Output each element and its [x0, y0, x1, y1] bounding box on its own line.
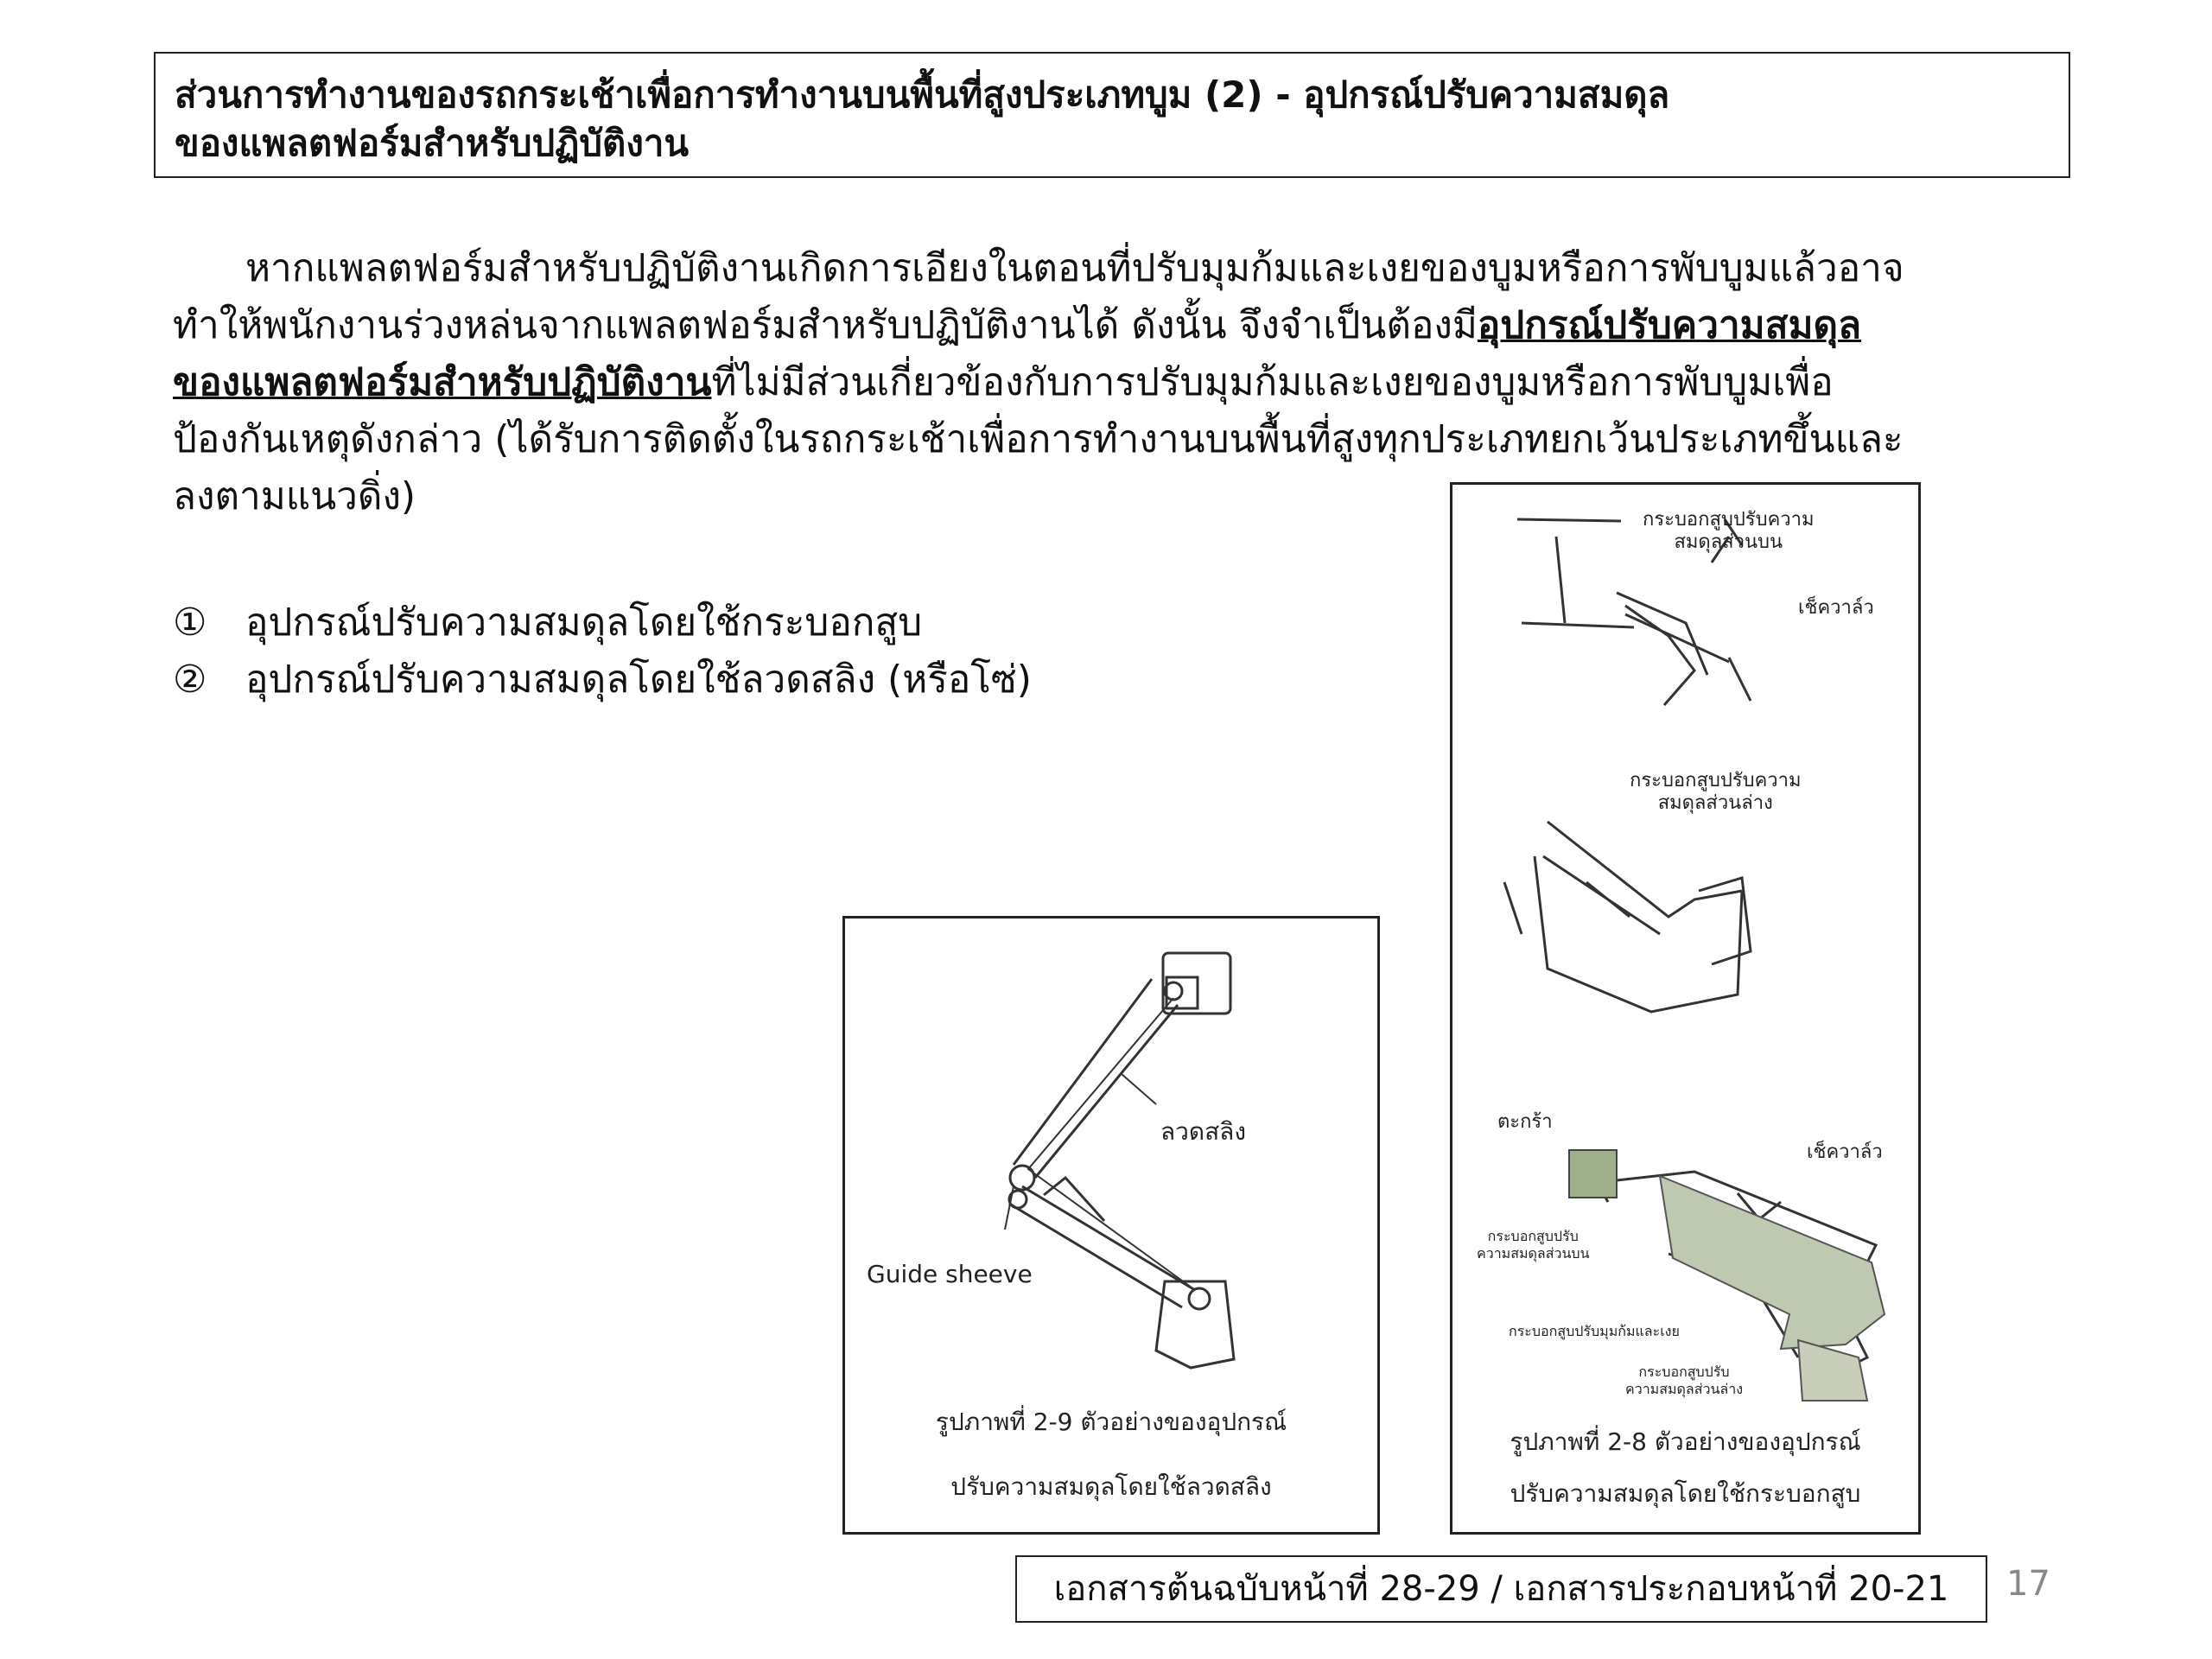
source-reference: เอกสารต้นฉบับหน้าที่ 28-29 / เอกสารประกอบหน้าที่ 20-21 [1015, 1555, 1987, 1623]
label-line: ความสมดุลส่วนบน [1477, 1245, 1590, 1262]
label-line: สมดุลส่วนล่าง [1657, 792, 1773, 814]
label-line: กระบอกสูบปรับความ [1643, 509, 1815, 531]
list-item [173, 594, 1032, 652]
label-lower-balancing-cylinder [1630, 770, 1802, 815]
paragraph-line-1: หากแพลตฟอร์มสำหรับปฏิบัติงานเกิดการเอียงในตอนที่ปรับมุมก้มและเงยของบูมหรือการพับบูมแล้วอาจ [245, 246, 1904, 290]
list-item-text: อุปกรณ์ปรับความสมดุลโดยใช้กระบอกสูบ [245, 601, 923, 645]
label-basket: ตะกร้า [1497, 1111, 1553, 1133]
circled-number: ① [173, 601, 207, 645]
figure-caption-2-8-line-2: ปรับความสมดุลโดยใช้กระบอกสูบ [1510, 1479, 1861, 1508]
label-wire-rope: ลวดสลิง [1160, 1117, 1246, 1146]
label-line: กระบอกสูบปรับ [1487, 1228, 1579, 1244]
paragraph-line-2 [173, 297, 2039, 354]
label-guide-sheeve: Guide sheeve [867, 1260, 1033, 1288]
figure-caption-2-9-line-2: ปรับความสมดุลโดยใช้ลวดสลิง [950, 1472, 1272, 1501]
label-line: กระบอกสูบปรับ [1638, 1363, 1730, 1380]
list-item-text: อุปกรณ์ปรับความสมดุลโดยใช้ลวดสลิง (หรือโซ่) [245, 658, 1032, 702]
title-line-2: ของแพลตฟอร์มสำหรับปฏิบัติงาน [175, 122, 690, 164]
paragraph-line-3-text: ที่ไม่มีส่วนเกี่ยวข้องกับการปรับมุมก้มและเงยของบูมหรือการพับบูมเพื่อ [711, 360, 1834, 404]
page-number: 17 [2006, 1564, 2050, 1604]
paragraph-line-4: ป้องกันเหตุดังกล่าว (ได้รับการติดตั้งในรถกระเช้าเพื่อการทำงานบนพื้นที่สูงทุกประเภทยกเว้นประเภทขึ้นและ [173, 417, 1904, 461]
figure-cylinder-balancing [1450, 482, 1921, 1535]
device-type-list [173, 594, 1032, 709]
paragraph-line-2-text: ทำให้พนักงานร่วงหล่นจากแพลตฟอร์มสำหรับปฏิบัติงานได้ ดังนั้น จึงจำเป็นต้องมี [173, 303, 1478, 347]
label-check-valve-bottom: เช็ควาล์ว [1807, 1141, 1883, 1163]
label-tilt-cylinder-small: กระบอกสูบปรับมุมก้มและเงย [1509, 1323, 1680, 1339]
label-upper-balancing-cylinder-small [1477, 1228, 1590, 1262]
figure-wire-rope-balancing [842, 916, 1380, 1535]
list-item [173, 652, 1032, 709]
emphasis-work-platform: ของแพลตฟอร์มสำหรับปฏิบัติงาน [173, 360, 712, 404]
slide-title [154, 52, 2070, 178]
paragraph-line-3 [173, 354, 2039, 411]
label-line: สมดุลส่วนบน [1674, 531, 1783, 553]
title-line-1: ส่วนการทำงานของรถกระเช้าเพื่อการทำงานบนพื้นที่สูงประเภทบูม (2) - อุปกรณ์ปรับความสมดุล [175, 73, 1670, 116]
label-lower-balancing-cylinder-small [1625, 1363, 1743, 1398]
label-upper-balancing-cylinder [1643, 509, 1815, 554]
emphasis-balancing-device: อุปกรณ์ปรับความสมดุล [1477, 303, 1862, 347]
circled-number: ② [173, 658, 207, 702]
figure-caption-2-9-line-1: รูปภาพที่ 2-9 ตัวอย่างของอุปกรณ์ [935, 1408, 1287, 1436]
label-check-valve-top: เช็ควาล์ว [1798, 597, 1874, 619]
label-line: กระบอกสูบปรับความ [1630, 770, 1802, 791]
paragraph-line-5: ลงตามแนวดิ่ง) [173, 474, 416, 518]
figure-caption-2-8-line-1: รูปภาพที่ 2-8 ตัวอย่างของอุปกรณ์ [1510, 1427, 1861, 1456]
label-line: ความสมดุลส่วนล่าง [1625, 1381, 1744, 1397]
